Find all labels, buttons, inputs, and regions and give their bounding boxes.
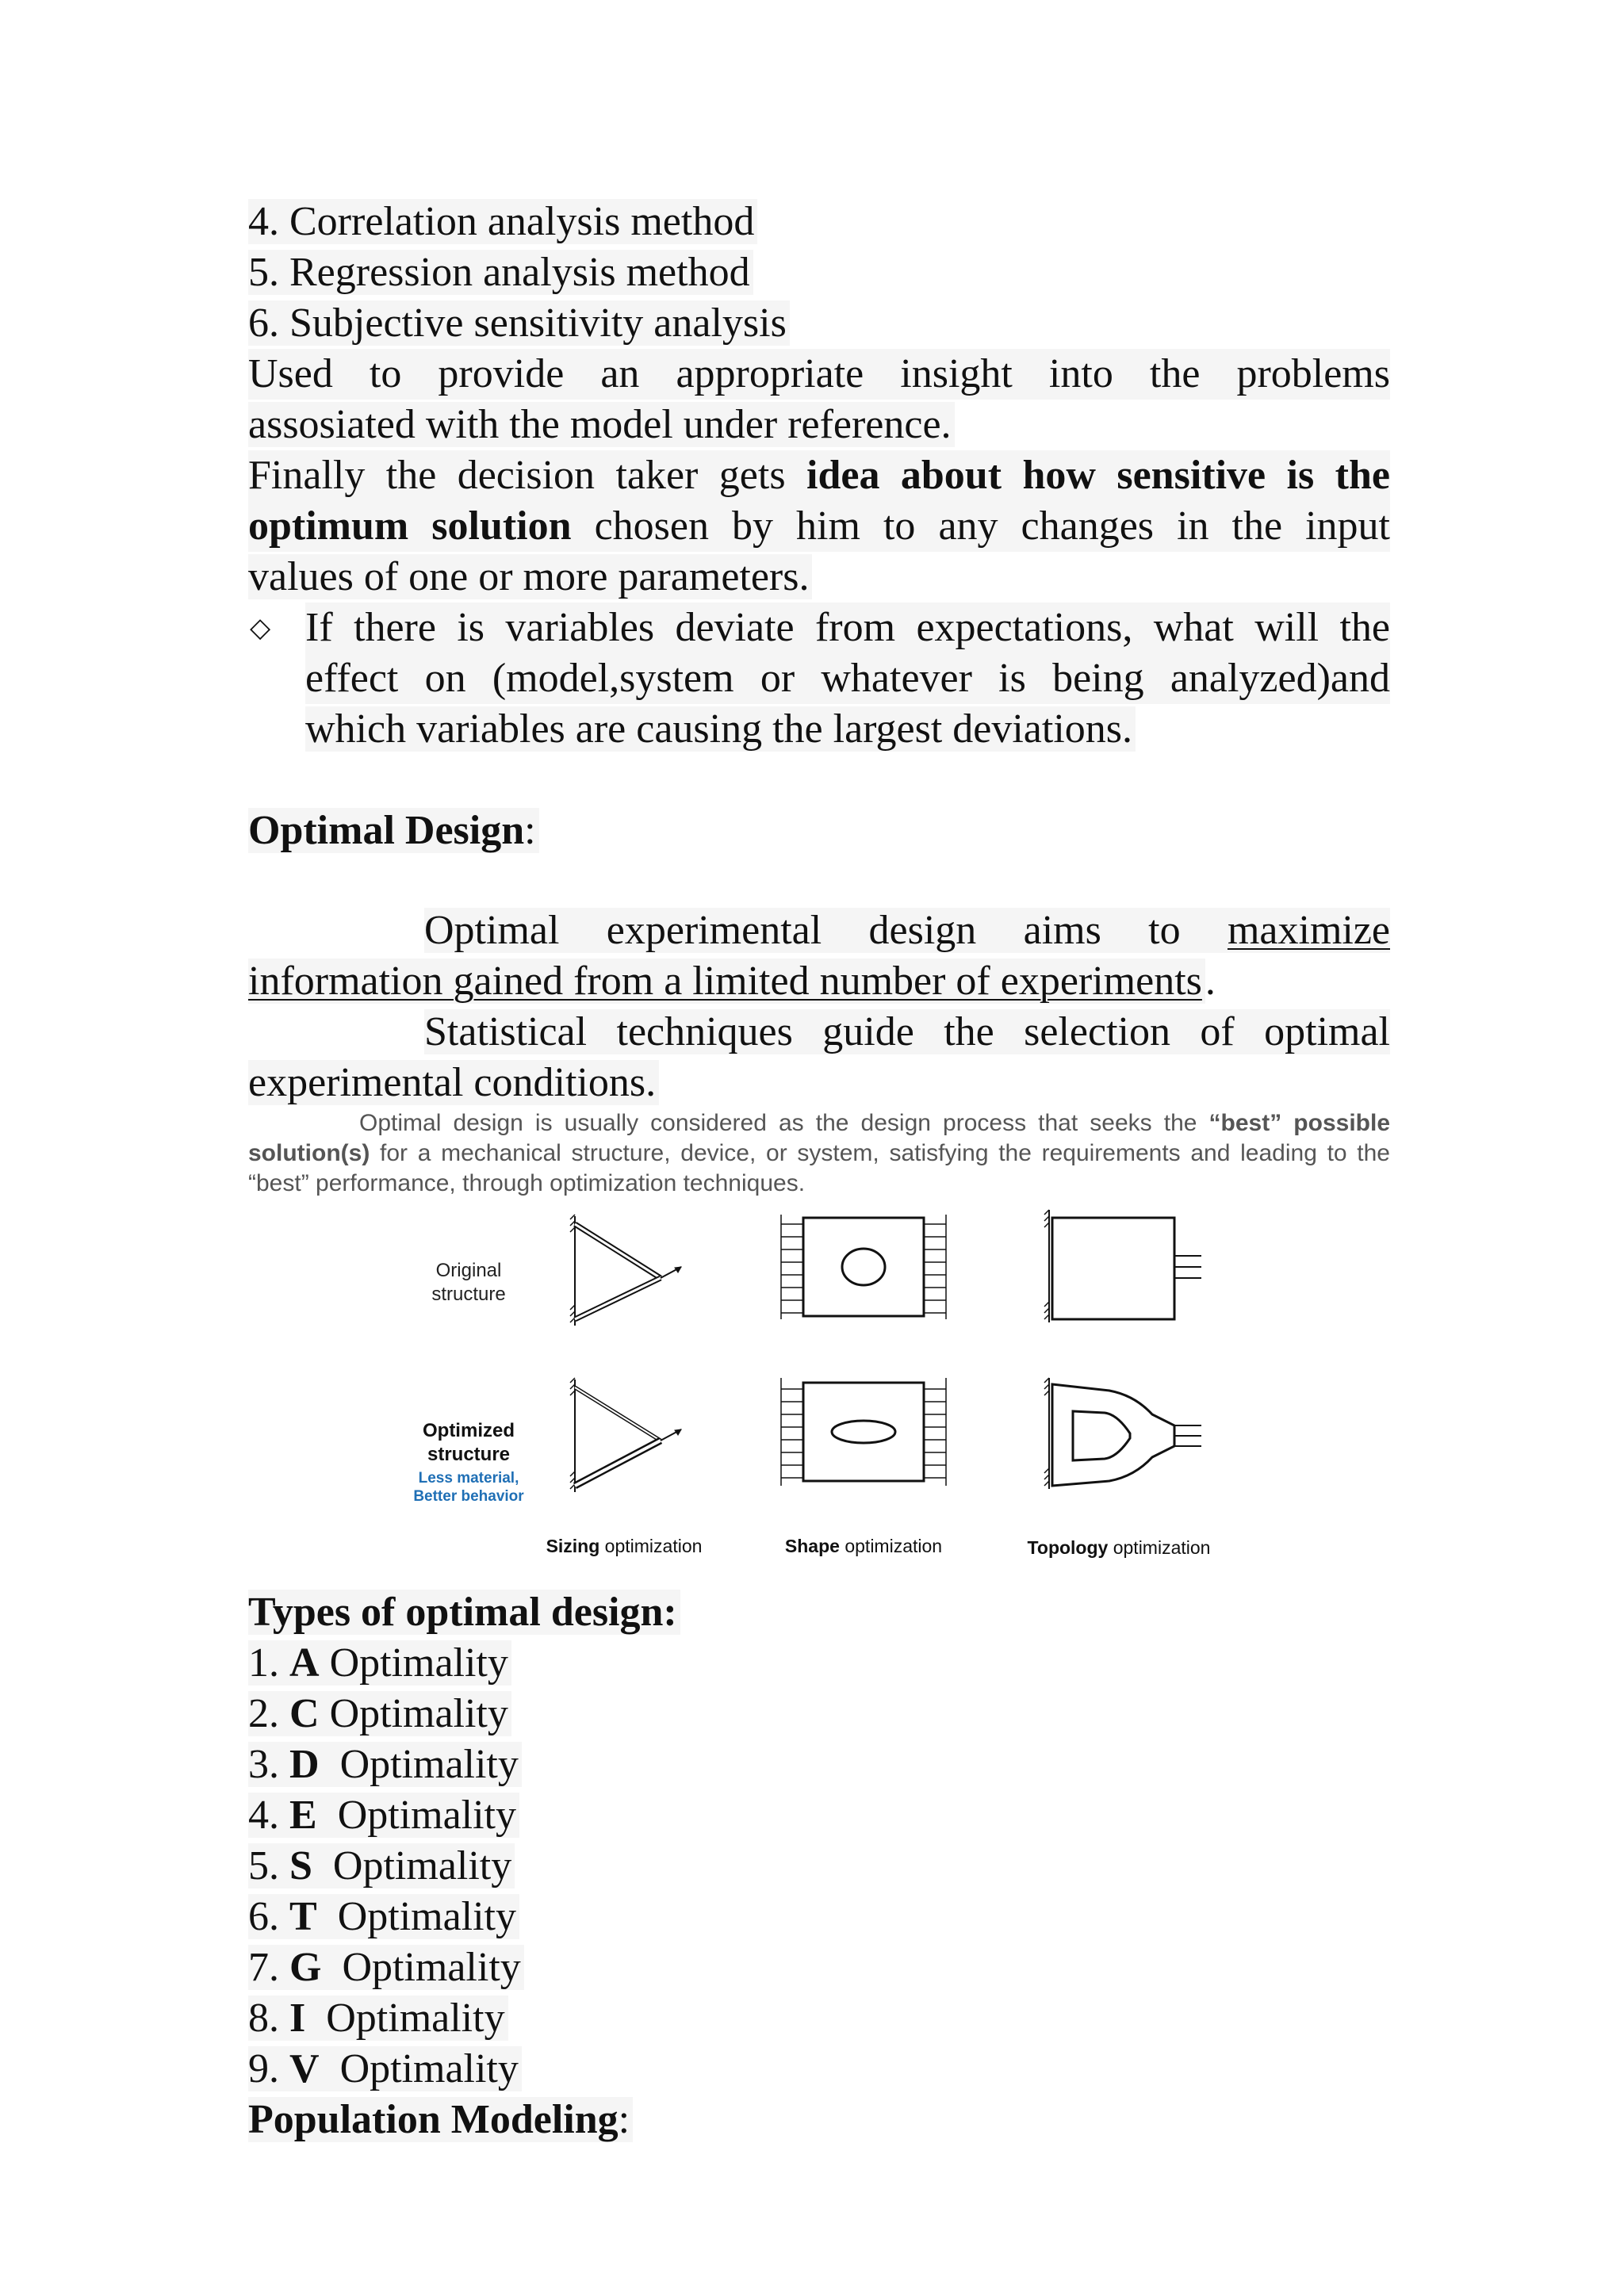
underlined-text: information gained from a limited number of experiments xyxy=(248,959,1205,1004)
list-text: Optimality xyxy=(319,1742,519,1787)
sizing-original-truss xyxy=(570,1215,681,1326)
paragraph-line xyxy=(248,1007,1390,1058)
heading-colon: : xyxy=(618,2097,630,2142)
list-item xyxy=(248,1841,1390,1892)
sizing-optimized-truss xyxy=(570,1378,681,1492)
text-span: chosen by him to any changes in the input xyxy=(571,503,1390,549)
text-span: Finally the decision taker gets xyxy=(248,453,806,498)
paragraph-line xyxy=(248,501,1390,552)
list-item: 6. Subjective sensitivity analysis xyxy=(248,300,790,346)
list-item xyxy=(248,1790,1390,1841)
insight-paragraph xyxy=(248,349,1390,450)
text-span: Statistical techniques guide the selection of optimal xyxy=(424,1009,1390,1054)
population-heading xyxy=(248,2095,1390,2145)
list-number: 1. xyxy=(248,1640,289,1686)
row2-label-line1: Optimized xyxy=(422,1420,515,1441)
list-text: Optimality xyxy=(312,1843,512,1888)
text-span: for a mechanical structure, device, or system, satisfying the requirements and leading to the “best” performance, through optimization techniques. xyxy=(248,1140,1390,1196)
row2-note-line1: Less material, xyxy=(418,1470,519,1487)
list-number: 4. xyxy=(248,1793,289,1838)
diamond-icon: ◇ xyxy=(250,612,271,644)
list-letter: I xyxy=(289,1996,306,2041)
bold-text: optimum solution xyxy=(248,503,572,549)
list-item: 5. Regression analysis method xyxy=(248,250,753,295)
heading-text: Optimal Design xyxy=(248,808,525,853)
shape-caption xyxy=(785,1536,942,1556)
list-text: Optimality xyxy=(305,1996,505,2041)
types-heading xyxy=(248,1587,1390,1638)
list-letter: V xyxy=(289,2046,320,2091)
sizing-caption xyxy=(546,1536,703,1556)
text-span: Optimal experimental design aims to xyxy=(424,908,1228,953)
topology-optimized-frame xyxy=(1044,1378,1201,1489)
list-number: 2. xyxy=(248,1691,289,1736)
paragraph-line: assosiated with the model under reference. xyxy=(248,402,955,447)
optimization-figure xyxy=(248,1207,1390,1587)
bold-text: idea about how sensitive is the xyxy=(806,453,1390,498)
list-item xyxy=(248,2044,1390,2095)
final-paragraph xyxy=(248,450,1390,603)
caption-bold: Sizing xyxy=(546,1536,600,1556)
caption-rest: optimization xyxy=(839,1536,943,1556)
list-item xyxy=(248,1993,1390,2044)
row1-label-line2: structure xyxy=(431,1284,506,1305)
caption-rest: optimization xyxy=(599,1536,703,1556)
list-item xyxy=(248,1739,1390,1790)
list-letter: C xyxy=(289,1691,320,1736)
optimal-design-description xyxy=(248,1108,1390,1199)
list-item: 4. Correlation analysis method xyxy=(248,199,757,244)
bullet-item xyxy=(248,603,1390,755)
heading-text: Population Modeling xyxy=(248,2097,619,2142)
list-text: Optimality xyxy=(319,1640,508,1686)
bullet-line: which variables are causing the largest deviations. xyxy=(305,706,1136,752)
optimal-design-paragraph xyxy=(248,905,1390,1108)
list-item xyxy=(248,1689,1390,1739)
row2-note-line2: Better behavior xyxy=(413,1488,524,1505)
text-span: . xyxy=(1205,959,1216,1004)
paragraph-line xyxy=(248,905,1390,956)
list-number: 8. xyxy=(248,1996,289,2041)
list-number: 9. xyxy=(248,2046,289,2091)
list-text: Optimality xyxy=(319,1691,508,1736)
caption-rest: optimization xyxy=(1108,1537,1211,1558)
topology-original-block xyxy=(1044,1210,1201,1322)
optimization-diagram xyxy=(248,1207,1390,1587)
list-number: 5. xyxy=(248,1843,289,1888)
list-text: Optimality xyxy=(316,1793,517,1838)
shape-original-plate xyxy=(781,1215,946,1319)
caption-bold: Shape xyxy=(784,1536,840,1556)
list-item xyxy=(248,1892,1390,1942)
list-letter: E xyxy=(289,1793,317,1838)
list-letter: G xyxy=(289,1945,322,1990)
list-number: 6. xyxy=(248,1894,289,1939)
text-span: Optimal design is usually considered as the design process that seeks the xyxy=(359,1110,1209,1136)
list-text: Optimality xyxy=(316,1894,517,1939)
list-item xyxy=(248,1942,1390,1993)
paragraph-line: experimental conditions. xyxy=(248,1060,659,1105)
list-number: 7. xyxy=(248,1945,289,1990)
optimal-design-heading xyxy=(248,806,1390,856)
caption-bold: Topology xyxy=(1027,1537,1109,1558)
list-letter: S xyxy=(289,1843,312,1888)
list-text: Optimality xyxy=(321,1945,521,1990)
document-page xyxy=(248,197,1390,2145)
paragraph-line xyxy=(248,956,1390,1007)
shape-optimized-plate xyxy=(781,1378,946,1486)
bullet-line: effect on (model,system or whatever is being analyzed)and xyxy=(305,653,1390,704)
bold-text: “best” possible solution(s) xyxy=(248,1110,1390,1166)
row1-label-line1: Original xyxy=(435,1260,502,1281)
list-text: Optimality xyxy=(319,2046,519,2091)
list-letter: A xyxy=(289,1640,320,1686)
methods-list xyxy=(248,197,1390,349)
paragraph-line xyxy=(248,450,1390,501)
paragraph-line: Used to provide an appropriate insight into the problems xyxy=(248,349,1390,400)
types-list xyxy=(248,1638,1390,2095)
row2-label-line2: structure xyxy=(427,1444,511,1465)
list-letter: T xyxy=(289,1894,317,1939)
topology-caption xyxy=(1028,1537,1211,1558)
heading-colon: : xyxy=(524,808,536,853)
bullet-line: If there is variables deviate from expectations, what will the xyxy=(305,603,1390,653)
heading-text: Types of optimal design: xyxy=(248,1590,677,1635)
paragraph-line: values of one or more parameters. xyxy=(248,554,812,599)
underlined-text: maximize xyxy=(1227,908,1390,953)
list-number: 3. xyxy=(248,1742,289,1787)
list-item xyxy=(248,1638,1390,1689)
list-letter: D xyxy=(289,1742,320,1787)
